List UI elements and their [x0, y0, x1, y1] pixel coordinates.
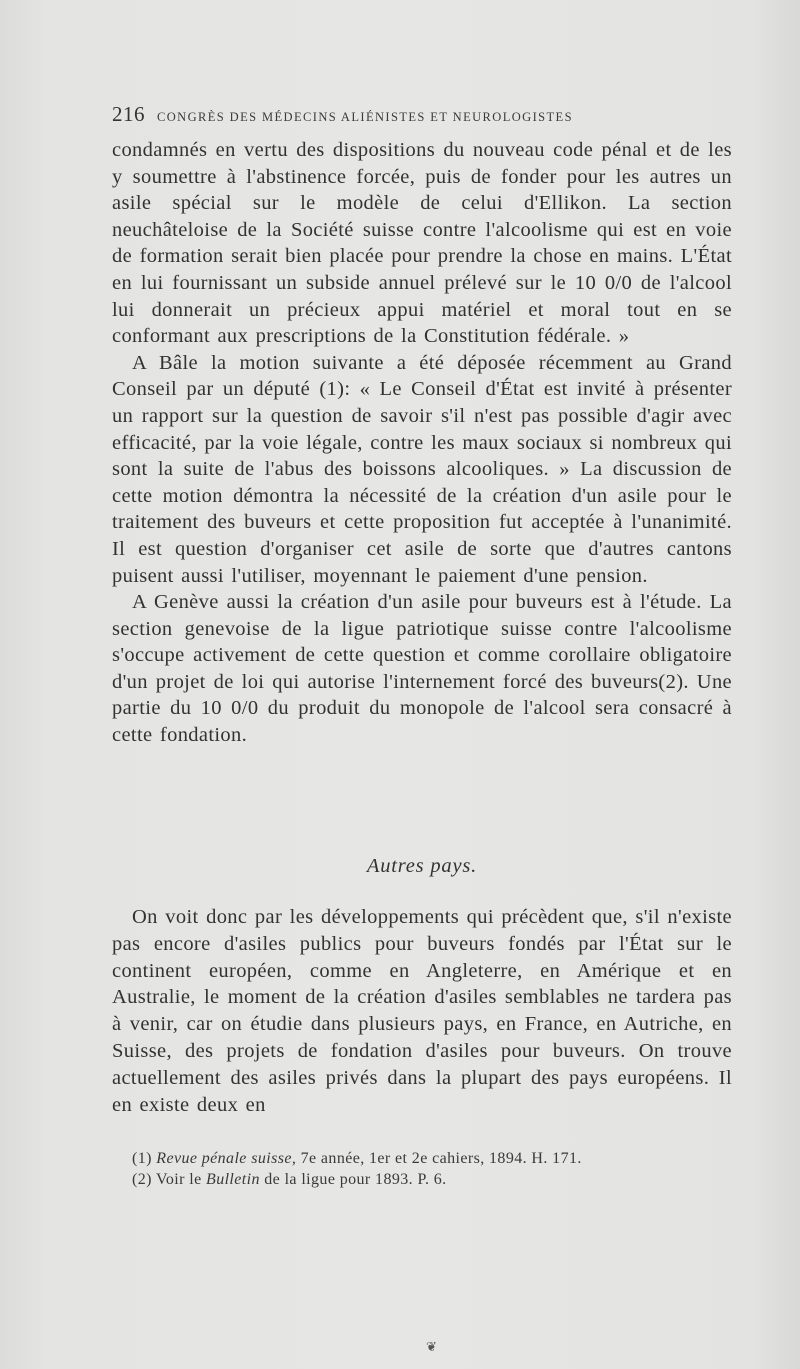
footnote-1-marker: (1): [132, 1150, 152, 1167]
paragraph-continuation: condamnés en vertu des dispositions du nouveau code pénal et de les y soumettre à l'abstinence forcée, puis de fonder pour les autres un asile spécial sur le modèle de celui d'Ellikon. La section neuchâteloise de la Société suisse contre l'alcoolisme qui est en voie de formation serait bien placée pour prendre la chose en mains. L'État en lui fournissant un subside annuel prélevé sur le 10 0/0 de l'alcool lui donnerait un précieux appui matériel et moral tout en se conformant aux prescriptions de la Constitution fédérale. »: [112, 139, 732, 348]
footnote-1: [132, 1148, 732, 1169]
paragraph-autres-pays: On voit donc par les développements qui précèdent que, s'il n'existe pas encore d'asiles publics pour buveurs fondés par l'État sur le continent européen, comme en Angleterre, en Amérique et en Australie, le moment de la création d'asiles semblables ne tardera pas à venir, car on étudie dans plusieurs pays, en France, en Autriche, en Suisse, des projets de fondation d'asiles pour buveurs. On trouve actuellement des asiles privés dans la plupart des pays européens. Il en existe deux en: [112, 906, 732, 1116]
footnote-1-title: Revue pénale suisse,: [156, 1150, 297, 1167]
paragraph-geneve: A Genève aussi la création d'un asile pour buveurs est à l'étude. La section genevoise de la ligue patriotique suisse contre l'alcoolisme s'occupe activement de cette question et comme corollaire obligatoire d'un projet de loi qui autorise l'internement forcé des buveurs(2). Une partie du 10 0/0 du produit du monopole de l'alcool sera consacré à cette fondation.: [112, 591, 732, 747]
fleuron-icon: ❦: [426, 1339, 437, 1354]
paragraph-bale: A Bâle la motion suivante a été déposée récemment au Grand Conseil par un député (1): « Le Conseil d'État est invité à présenter un rapport sur la question de savoir s'il n'est pas possible d'agir avec efficacité, par la voie légale, contre les maux sociaux si nombreux qui sont la suite de l'abus des boissons alcooliques. » La discussion de cette motion démontra la nécessité de la création d'un asile pour le traitement des buveurs et cette proposition fut acceptée à l'unanimité. Il est question d'organiser cet asile de sorte que d'autres cantons puisent aussi l'utiliser, moyennant le paiement d'une pension.: [112, 351, 732, 587]
footnote-2-text: de la ligue pour 1893. P. 6.: [264, 1171, 447, 1188]
footnotes: [132, 1148, 732, 1190]
footnote-2: [132, 1169, 732, 1190]
body-text: [112, 137, 732, 749]
footnote-1-text: 7e année, 1er et 2e cahiers, 1894. H. 171.: [300, 1150, 582, 1167]
footnote-2-prefix: Voir le: [155, 1171, 202, 1188]
footnote-2-marker: (2): [132, 1171, 152, 1188]
running-head: CONGRÈS DES MÉDECINS ALIÉNISTES ET NEUROLOGISTES: [157, 110, 573, 124]
body-text-autres-pays: [112, 904, 732, 1118]
page-number: 216: [112, 102, 145, 126]
page-header: [112, 102, 732, 132]
footnote-2-title: Bulletin: [206, 1171, 260, 1188]
section-title: Autres pays.: [366, 855, 478, 877]
